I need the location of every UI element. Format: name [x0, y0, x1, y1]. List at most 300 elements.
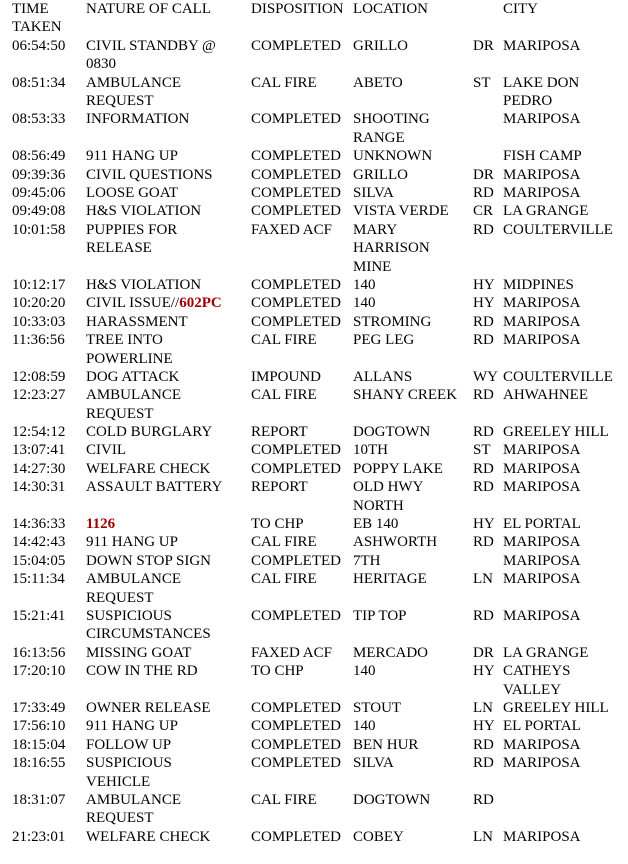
nature-cell [86, 221, 248, 258]
disposition-cell-text: COMPLETED [251, 552, 341, 569]
highlighted-code: 1126 [86, 516, 116, 533]
location-cell [353, 166, 471, 184]
time-cell-text: 17:20:10 [12, 663, 66, 680]
location-cell [353, 662, 471, 680]
disposition-cell-text: CAL FIRE [251, 74, 317, 91]
location-cell-text: GRILLO [353, 166, 408, 183]
street-suffix-cell [473, 368, 503, 386]
nature-cell [86, 386, 248, 423]
street-suffix-cell [473, 515, 503, 533]
time-cell-text: 10:01:58 [12, 221, 66, 238]
table-row [0, 699, 628, 717]
table-row [0, 368, 628, 386]
nature-cell-text: SUSPICIOUS CIRCUMSTANCES [86, 608, 211, 643]
table-row [0, 791, 628, 828]
street-suffix-cell [473, 644, 503, 662]
time-cell [12, 276, 84, 294]
location-cell [353, 202, 471, 220]
time-cell-text: 08:56:49 [12, 148, 66, 165]
city-cell-text: COULTERVILLE [503, 221, 613, 238]
nature-cell-text: COW IN THE RD [86, 663, 198, 680]
street-suffix-cell-text: RD [473, 313, 494, 330]
disposition-cell [251, 736, 353, 754]
location-cell-text: 140 [353, 718, 376, 735]
nature-cell [86, 74, 248, 111]
time-cell-text: 15:11:34 [12, 571, 65, 588]
city-cell [503, 570, 628, 588]
time-cell-text: 09:49:08 [12, 203, 66, 220]
table-row [0, 441, 628, 459]
location-cell [353, 368, 471, 386]
location-cell-text: EB 140 [353, 516, 399, 533]
disposition-cell-text: COMPLETED [251, 111, 341, 128]
time-cell [12, 184, 84, 202]
location-cell-text: VISTA VERDE [353, 203, 449, 220]
location-cell [353, 736, 471, 754]
disposition-cell-text: CAL FIRE [251, 387, 317, 404]
street-suffix-cell [473, 386, 503, 404]
table-row [0, 662, 628, 699]
nature-cell [86, 828, 248, 846]
time-cell [12, 570, 84, 588]
location-cell-text: 140 [353, 276, 376, 293]
street-suffix-cell [473, 276, 503, 294]
table-row [0, 717, 628, 735]
time-cell [12, 828, 84, 846]
city-cell [503, 166, 628, 184]
location-cell [353, 754, 471, 772]
nature-cell-text: AMBULANCE REQUEST [86, 571, 182, 606]
city-cell-text: MARIPOSA [503, 552, 581, 569]
disposition-cell [251, 313, 353, 331]
time-cell-text: 18:16:55 [12, 755, 66, 772]
street-suffix-cell [473, 74, 503, 92]
street-suffix-cell [473, 423, 503, 441]
time-cell-text: 16:13:56 [12, 644, 66, 661]
city-cell [503, 644, 628, 662]
disposition-cell [251, 460, 353, 478]
time-cell [12, 754, 84, 772]
street-suffix-cell [473, 37, 503, 55]
table-row [0, 386, 628, 423]
disposition-cell-text: REPORT [251, 479, 308, 496]
city-cell-text: MARIPOSA [503, 184, 581, 201]
nature-cell [86, 515, 248, 533]
location-cell-text: POPPY LAKE [353, 460, 443, 477]
disposition-cell-text: COMPLETED [251, 37, 341, 54]
location-cell [353, 423, 471, 441]
disposition-cell-text: COMPLETED [251, 295, 341, 312]
time-cell-text: 10:33:03 [12, 313, 66, 330]
time-cell [12, 699, 84, 717]
header-nature: NATURE OF CALL [86, 1, 212, 17]
city-cell [503, 110, 628, 128]
location-cell [353, 828, 471, 846]
nature-cell [86, 570, 248, 607]
city-cell-text: MIDPINES [503, 276, 574, 293]
location-cell [353, 386, 471, 404]
nature-cell [86, 662, 248, 680]
city-cell-text: MARIPOSA [503, 313, 581, 330]
time-cell-text: 15:04:05 [12, 552, 66, 569]
time-cell-text: 08:51:34 [12, 74, 66, 91]
street-suffix-cell-text: RD [473, 755, 494, 772]
location-cell-text: SILVA [353, 755, 394, 772]
street-suffix-cell-text: LN [473, 700, 493, 717]
city-cell-text: LA GRANGE [503, 644, 589, 661]
city-cell [503, 552, 628, 570]
table-row [0, 37, 628, 74]
time-cell-text: 18:15:04 [12, 736, 66, 753]
city-cell [503, 662, 628, 699]
city-cell-text: LA GRANGE [503, 203, 589, 220]
disposition-cell-text: COMPLETED [251, 166, 341, 183]
city-cell-text: CATHEYS VALLEY [503, 663, 571, 698]
disposition-cell [251, 662, 353, 680]
city-cell [503, 294, 628, 312]
time-cell [12, 202, 84, 220]
nature-cell-text: DOG ATTACK [86, 368, 180, 385]
disposition-cell-text: TO CHP [251, 516, 304, 533]
street-suffix-cell-text: RD [473, 184, 494, 201]
street-suffix-cell-text: HY [473, 718, 495, 735]
nature-cell [86, 533, 248, 551]
city-cell-text: MARIPOSA [503, 111, 581, 128]
time-cell [12, 331, 84, 349]
time-cell [12, 37, 84, 55]
nature-cell-text: FOLLOW UP [86, 736, 172, 753]
table-row [0, 570, 628, 607]
header-row [0, 0, 628, 37]
table-row [0, 74, 628, 111]
location-cell-text: PEG LEG [353, 332, 415, 349]
city-cell-text: MARIPOSA [503, 571, 581, 588]
street-suffix-cell-text: HY [473, 663, 495, 680]
time-cell [12, 386, 84, 404]
table-row [0, 423, 628, 441]
table-row [0, 294, 628, 312]
time-cell [12, 478, 84, 496]
street-suffix-cell [473, 202, 503, 220]
street-suffix-cell [473, 478, 503, 496]
location-cell [353, 37, 471, 55]
table-row [0, 828, 628, 846]
time-cell [12, 74, 84, 92]
highlighted-code: 602PC [179, 295, 222, 312]
time-cell-text: 14:27:30 [12, 460, 66, 477]
table-row [0, 276, 628, 294]
location-cell-text: GRILLO [353, 37, 408, 54]
disposition-cell [251, 828, 353, 846]
nature-cell-text: SUSPICIOUS VEHICLE [86, 755, 172, 790]
header-time: TIME TAKEN [12, 1, 62, 36]
city-cell [503, 221, 628, 239]
location-cell-text: HERITAGE [353, 571, 427, 588]
disposition-cell [251, 533, 353, 551]
street-suffix-cell [473, 662, 503, 680]
nature-cell-text: MISSING GOAT [86, 644, 192, 661]
location-cell [353, 221, 471, 276]
disposition-cell [251, 607, 353, 625]
disposition-cell-text: CAL FIRE [251, 791, 317, 808]
street-suffix-cell-text: RD [473, 736, 494, 753]
city-cell-text: MARIPOSA [503, 295, 581, 312]
location-cell-text: SILVA [353, 184, 394, 201]
disposition-cell [251, 644, 353, 662]
nature-cell-text: AMBULANCE REQUEST [86, 74, 182, 109]
location-cell [353, 570, 471, 588]
disposition-cell [251, 368, 353, 386]
city-cell-text: EL PORTAL [503, 718, 581, 735]
time-cell-text: 09:39:36 [12, 166, 66, 183]
street-suffix-cell-text: ST [473, 442, 491, 459]
nature-cell-text: H&S VIOLATION [86, 276, 202, 293]
city-cell [503, 515, 628, 533]
location-cell [353, 441, 471, 459]
city-cell-text: COULTERVILLE [503, 368, 613, 385]
table-row [0, 184, 628, 202]
city-cell-text: MARIPOSA [503, 828, 581, 845]
location-cell-text: SHANY CREEK [353, 387, 458, 404]
location-cell-text: ASHWORTH [353, 534, 438, 551]
city-cell [503, 147, 628, 165]
location-cell [353, 184, 471, 202]
location-cell [353, 607, 471, 625]
disposition-cell-text: COMPLETED [251, 276, 341, 293]
table-row [0, 460, 628, 478]
time-cell-text: 14:36:33 [12, 516, 66, 533]
table-row [0, 754, 628, 791]
location-cell [353, 699, 471, 717]
nature-cell [86, 699, 248, 717]
disposition-cell-text: CAL FIRE [251, 332, 317, 349]
table-row [0, 202, 628, 220]
city-cell-text: MARIPOSA [503, 37, 581, 54]
city-cell [503, 607, 628, 625]
street-suffix-cell [473, 699, 503, 717]
disposition-cell [251, 294, 353, 312]
location-cell-text: ALLANS [353, 368, 413, 385]
time-cell-text: 17:56:10 [12, 718, 66, 735]
disposition-cell [251, 515, 353, 533]
city-cell [503, 460, 628, 478]
disposition-cell [251, 166, 353, 184]
city-cell-text: MARIPOSA [503, 332, 581, 349]
nature-cell [86, 294, 248, 312]
street-suffix-cell-text: RD [473, 221, 494, 238]
location-cell-text: TIP TOP [353, 608, 407, 625]
city-cell [503, 736, 628, 754]
city-cell [503, 386, 628, 404]
street-suffix-cell-text: RD [473, 534, 494, 551]
city-cell [503, 699, 628, 717]
table-body [0, 37, 628, 846]
nature-cell [86, 368, 248, 386]
city-cell [503, 202, 628, 220]
city-cell-text: MARIPOSA [503, 460, 581, 477]
street-suffix-cell-text: RD [473, 424, 494, 441]
time-cell-text: 10:12:17 [12, 276, 66, 293]
disposition-cell-text: FAXED ACF [251, 221, 332, 238]
nature-cell-text: H&S VIOLATION [86, 203, 202, 220]
disposition-cell [251, 791, 353, 809]
disposition-cell [251, 699, 353, 717]
nature-cell [86, 717, 248, 735]
table-row [0, 110, 628, 147]
time-cell [12, 736, 84, 754]
nature-cell-text: 911 HANG UP [86, 534, 178, 551]
location-cell-text: UNKNOWN [353, 148, 433, 165]
time-cell-text: 15:21:41 [12, 608, 66, 625]
location-cell [353, 460, 471, 478]
location-cell [353, 515, 471, 533]
street-suffix-cell-text: LN [473, 571, 493, 588]
nature-cell-text: AMBULANCE REQUEST [86, 387, 182, 422]
disposition-cell-text: TO CHP [251, 663, 304, 680]
location-cell-text: STOUT [353, 700, 402, 717]
disposition-cell [251, 202, 353, 220]
time-cell [12, 368, 84, 386]
location-cell-text: 7TH [353, 552, 381, 569]
nature-cell [86, 478, 248, 496]
disposition-cell [251, 552, 353, 570]
nature-cell-text: CIVIL [86, 442, 126, 459]
location-cell-text: STROMING [353, 313, 432, 330]
city-cell [503, 368, 628, 386]
street-suffix-cell-text: HY [473, 295, 495, 312]
disposition-cell-text: COMPLETED [251, 755, 341, 772]
nature-cell-text: ASSAULT BATTERY [86, 479, 223, 496]
time-cell [12, 607, 84, 625]
nature-cell-text: INFORMATION [86, 111, 190, 128]
city-cell-text: MARIPOSA [503, 608, 581, 625]
street-suffix-cell [473, 221, 503, 239]
nature-cell-text: COLD BURGLARY [86, 424, 213, 441]
time-cell [12, 166, 84, 184]
disposition-cell-text: COMPLETED [251, 184, 341, 201]
city-cell [503, 717, 628, 735]
street-suffix-cell [473, 533, 503, 551]
disposition-cell [251, 221, 353, 239]
table-row [0, 147, 628, 165]
nature-cell [86, 184, 248, 202]
street-suffix-cell [473, 331, 503, 349]
street-suffix-cell-text: CR [473, 203, 494, 220]
street-suffix-cell-text: RD [473, 332, 494, 349]
nature-cell-text: OWNER RELEASE [86, 700, 211, 717]
street-suffix-cell [473, 791, 503, 809]
disposition-cell [251, 478, 353, 496]
city-cell [503, 828, 628, 846]
street-suffix-cell [473, 166, 503, 184]
nature-cell-text: TREE INTO POWERLINE [86, 332, 173, 367]
location-cell-text: MERCADO [353, 644, 429, 661]
street-suffix-cell-text: HY [473, 276, 495, 293]
time-cell [12, 221, 84, 239]
table-row [0, 607, 628, 644]
header-city: CITY [503, 1, 538, 17]
location-cell [353, 478, 471, 515]
table-row [0, 736, 628, 754]
disposition-cell-text: CAL FIRE [251, 571, 317, 588]
location-cell [353, 313, 471, 331]
nature-cell [86, 202, 248, 220]
nature-cell [86, 313, 248, 331]
table-row [0, 331, 628, 368]
disposition-cell [251, 74, 353, 92]
nature-cell [86, 276, 248, 294]
table-row [0, 478, 628, 515]
disposition-cell [251, 110, 353, 128]
location-cell [353, 533, 471, 551]
location-cell [353, 552, 471, 570]
time-cell-text: 14:42:43 [12, 534, 66, 551]
location-cell-text: DOGTOWN [353, 424, 431, 441]
location-cell [353, 644, 471, 662]
city-cell-text: MARIPOSA [503, 442, 581, 459]
city-cell-text: MARIPOSA [503, 479, 581, 496]
time-cell-text: 17:33:49 [12, 700, 66, 717]
disposition-cell-text: COMPLETED [251, 148, 341, 165]
city-cell-text: GREELEY HILL [503, 700, 609, 717]
nature-cell [86, 110, 248, 128]
location-cell [353, 276, 471, 294]
disposition-cell-text: COMPLETED [251, 700, 341, 717]
street-suffix-cell-text: HY [473, 516, 495, 533]
header-disposition: DISPOSITION [251, 1, 344, 17]
disposition-cell [251, 386, 353, 404]
disposition-cell-text: FAXED ACF [251, 644, 332, 661]
city-cell [503, 37, 628, 55]
location-cell-text: ABETO [353, 74, 403, 91]
street-suffix-cell-text: RD [473, 460, 494, 477]
street-suffix-cell [473, 754, 503, 772]
table-row [0, 166, 628, 184]
nature-cell-text: CIVIL QUESTIONS [86, 166, 213, 183]
city-cell [503, 441, 628, 459]
time-cell-text: 12:08:59 [12, 368, 66, 385]
street-suffix-cell [473, 570, 503, 588]
time-cell-text: 13:07:41 [12, 442, 66, 459]
city-cell [503, 478, 628, 496]
disposition-cell-text: REPORT [251, 424, 308, 441]
city-cell-text: MARIPOSA [503, 736, 581, 753]
nature-cell [86, 791, 248, 828]
time-cell-text: 21:23:01 [12, 828, 66, 845]
nature-cell [86, 166, 248, 184]
time-cell [12, 717, 84, 735]
city-cell-text: AHWAHNEE [503, 387, 588, 404]
table-row [0, 533, 628, 551]
time-cell-text: 09:45:06 [12, 184, 66, 201]
city-cell [503, 74, 628, 111]
street-suffix-cell [473, 313, 503, 331]
disposition-cell-text: COMPLETED [251, 828, 341, 845]
city-cell-text: FISH CAMP [503, 148, 582, 165]
time-cell [12, 662, 84, 680]
nature-cell-text: CIVIL ISSUE// [86, 295, 180, 312]
location-cell [353, 110, 471, 147]
table-row [0, 313, 628, 331]
table-row [0, 552, 628, 570]
street-suffix-cell [473, 441, 503, 459]
nature-cell-text: AMBULANCE REQUEST [86, 791, 182, 827]
disposition-cell [251, 37, 353, 55]
nature-cell-text: 911 HANG UP [86, 148, 178, 165]
location-cell-text: MARY HARRISON MINE [353, 221, 430, 275]
city-cell [503, 754, 628, 772]
time-cell [12, 533, 84, 551]
